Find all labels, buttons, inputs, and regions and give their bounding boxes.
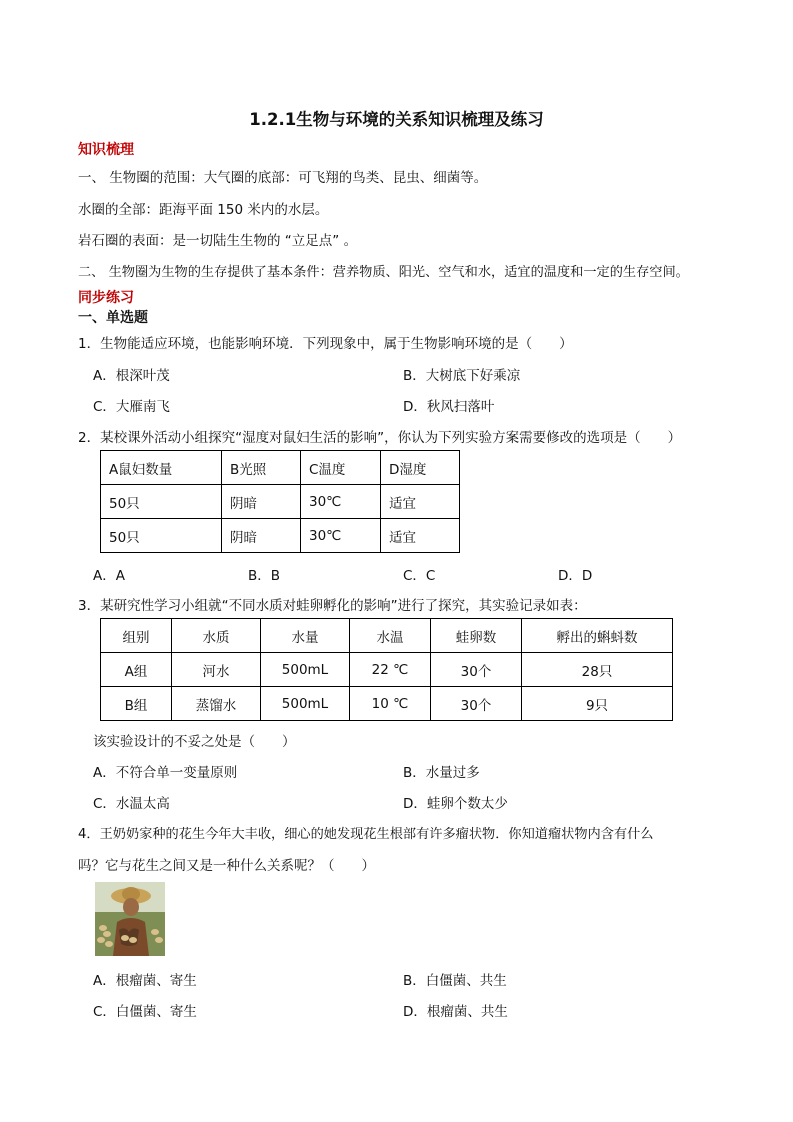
q3-option-d[interactable]: D．蛙卵个数太少 [403,796,508,812]
table-cell: 水量 [261,619,350,653]
table-cell: 10 ℃ [350,687,431,721]
q2-option-d[interactable]: D．D [558,568,593,584]
q1-option-b[interactable]: B．大树底下好乘凉 [403,368,521,384]
table-cell: 500mL [261,687,350,721]
q4-option-d[interactable]: D．根瘤菌、共生 [403,1004,508,1020]
table-cell: 孵出的蝌蚪数 [522,619,673,653]
q2-option-c[interactable]: C．C [403,568,436,584]
farmer-peanut-photo [95,882,165,956]
table-cell: 22 ℃ [350,653,431,687]
practice-heading: 同步练习 [78,290,134,306]
table-cell: 50只 [101,519,222,553]
q4-option-a[interactable]: A．根瘤菌、寄生 [93,973,197,989]
knowledge-heading: 知识梳理 [78,142,134,158]
table-cell: 28只 [522,653,673,687]
table-cell: 500mL [261,653,350,687]
table-cell: 河水 [172,653,261,687]
table-cell: 阴暗 [222,485,301,519]
knowledge-line: 一、 生物圈的范围：大气圈的底部：可飞翔的鸟类、昆虫、细菌等。 [78,170,488,186]
q1-option-c[interactable]: C．大雁南飞 [93,399,170,415]
table-cell: 50只 [101,485,222,519]
table-cell: 适宜 [381,519,460,553]
knowledge-line: 岩石圈的表面：是一切陆生生物的 “立足点” 。 [78,233,358,249]
table-cell: 水质 [172,619,261,653]
table-cell: C温度 [301,451,381,485]
question-2-stem: 2．某校课外活动小组探究“湿度对鼠妇生活的影响”，你认为下列实验方案需要修改的选项是（ ） [78,430,682,446]
q3-option-a[interactable]: A．不符合单一变量原则 [93,765,238,781]
table-cell: B组 [101,687,172,721]
question-4-stem-line1: 4．王奶奶家种的花生今年大丰收，细心的她发现花生根部有许多瘤状物．你知道瘤状物内含有什么 [78,827,654,842]
question-3-stem: 3．某研究性学习小组就“不同水质对蛙卵孵化的影响”进行了探究，其实验记录如表： [78,598,587,614]
page-title: 1.2.1生物与环境的关系知识梳理及练习 [249,110,544,129]
table-cell: 30个 [431,687,522,721]
table-cell: 30℃ [301,519,381,553]
table-cell: B光照 [222,451,301,485]
question-4-stem-line2: 吗？它与花生之间又是一种什么关系呢？（ ） [78,858,375,874]
q2-table [100,450,460,553]
table-cell: A鼠妇数量 [101,451,222,485]
q3-option-b[interactable]: B．水量过多 [403,765,480,781]
q1-option-d[interactable]: D．秋风扫落叶 [403,399,495,415]
table-cell: 阴暗 [222,519,301,553]
section-heading: 一、单选题 [78,310,148,326]
q2-option-b[interactable]: B．B [248,568,281,584]
question-1-stem: 1．生物能适应环境，也能影响环境．下列现象中，属于生物影响环境的是（ ） [78,336,573,352]
q2-option-a[interactable]: A．A [93,568,125,584]
table-cell: 30℃ [301,485,381,519]
q3-option-c[interactable]: C．水温太高 [93,796,170,812]
table-cell: 水温 [350,619,431,653]
q1-option-a[interactable]: A．根深叶茂 [93,368,170,384]
table-cell: 蒸馏水 [172,687,261,721]
q3-question: 该实验设计的不妥之处是（ ） [93,734,296,750]
knowledge-line: 水圈的全部：距海平面 150 米内的水层。 [78,202,329,218]
table-cell: 30个 [431,653,522,687]
q4-option-c[interactable]: C．白僵菌、寄生 [93,1004,197,1020]
table-cell: 组别 [101,619,172,653]
knowledge-line: 二、 生物圈为生物的生存提供了基本条件：营养物质、阳光、空气和水，适宜的温度和一定的生存空间。 [78,265,689,280]
table-cell: 适宜 [381,485,460,519]
table-cell: 蛙卵数 [431,619,522,653]
q4-option-b[interactable]: B．白僵菌、共生 [403,973,507,989]
table-cell: A组 [101,653,172,687]
q3-table [100,618,673,721]
table-cell: D湿度 [381,451,460,485]
table-cell: 9只 [522,687,673,721]
